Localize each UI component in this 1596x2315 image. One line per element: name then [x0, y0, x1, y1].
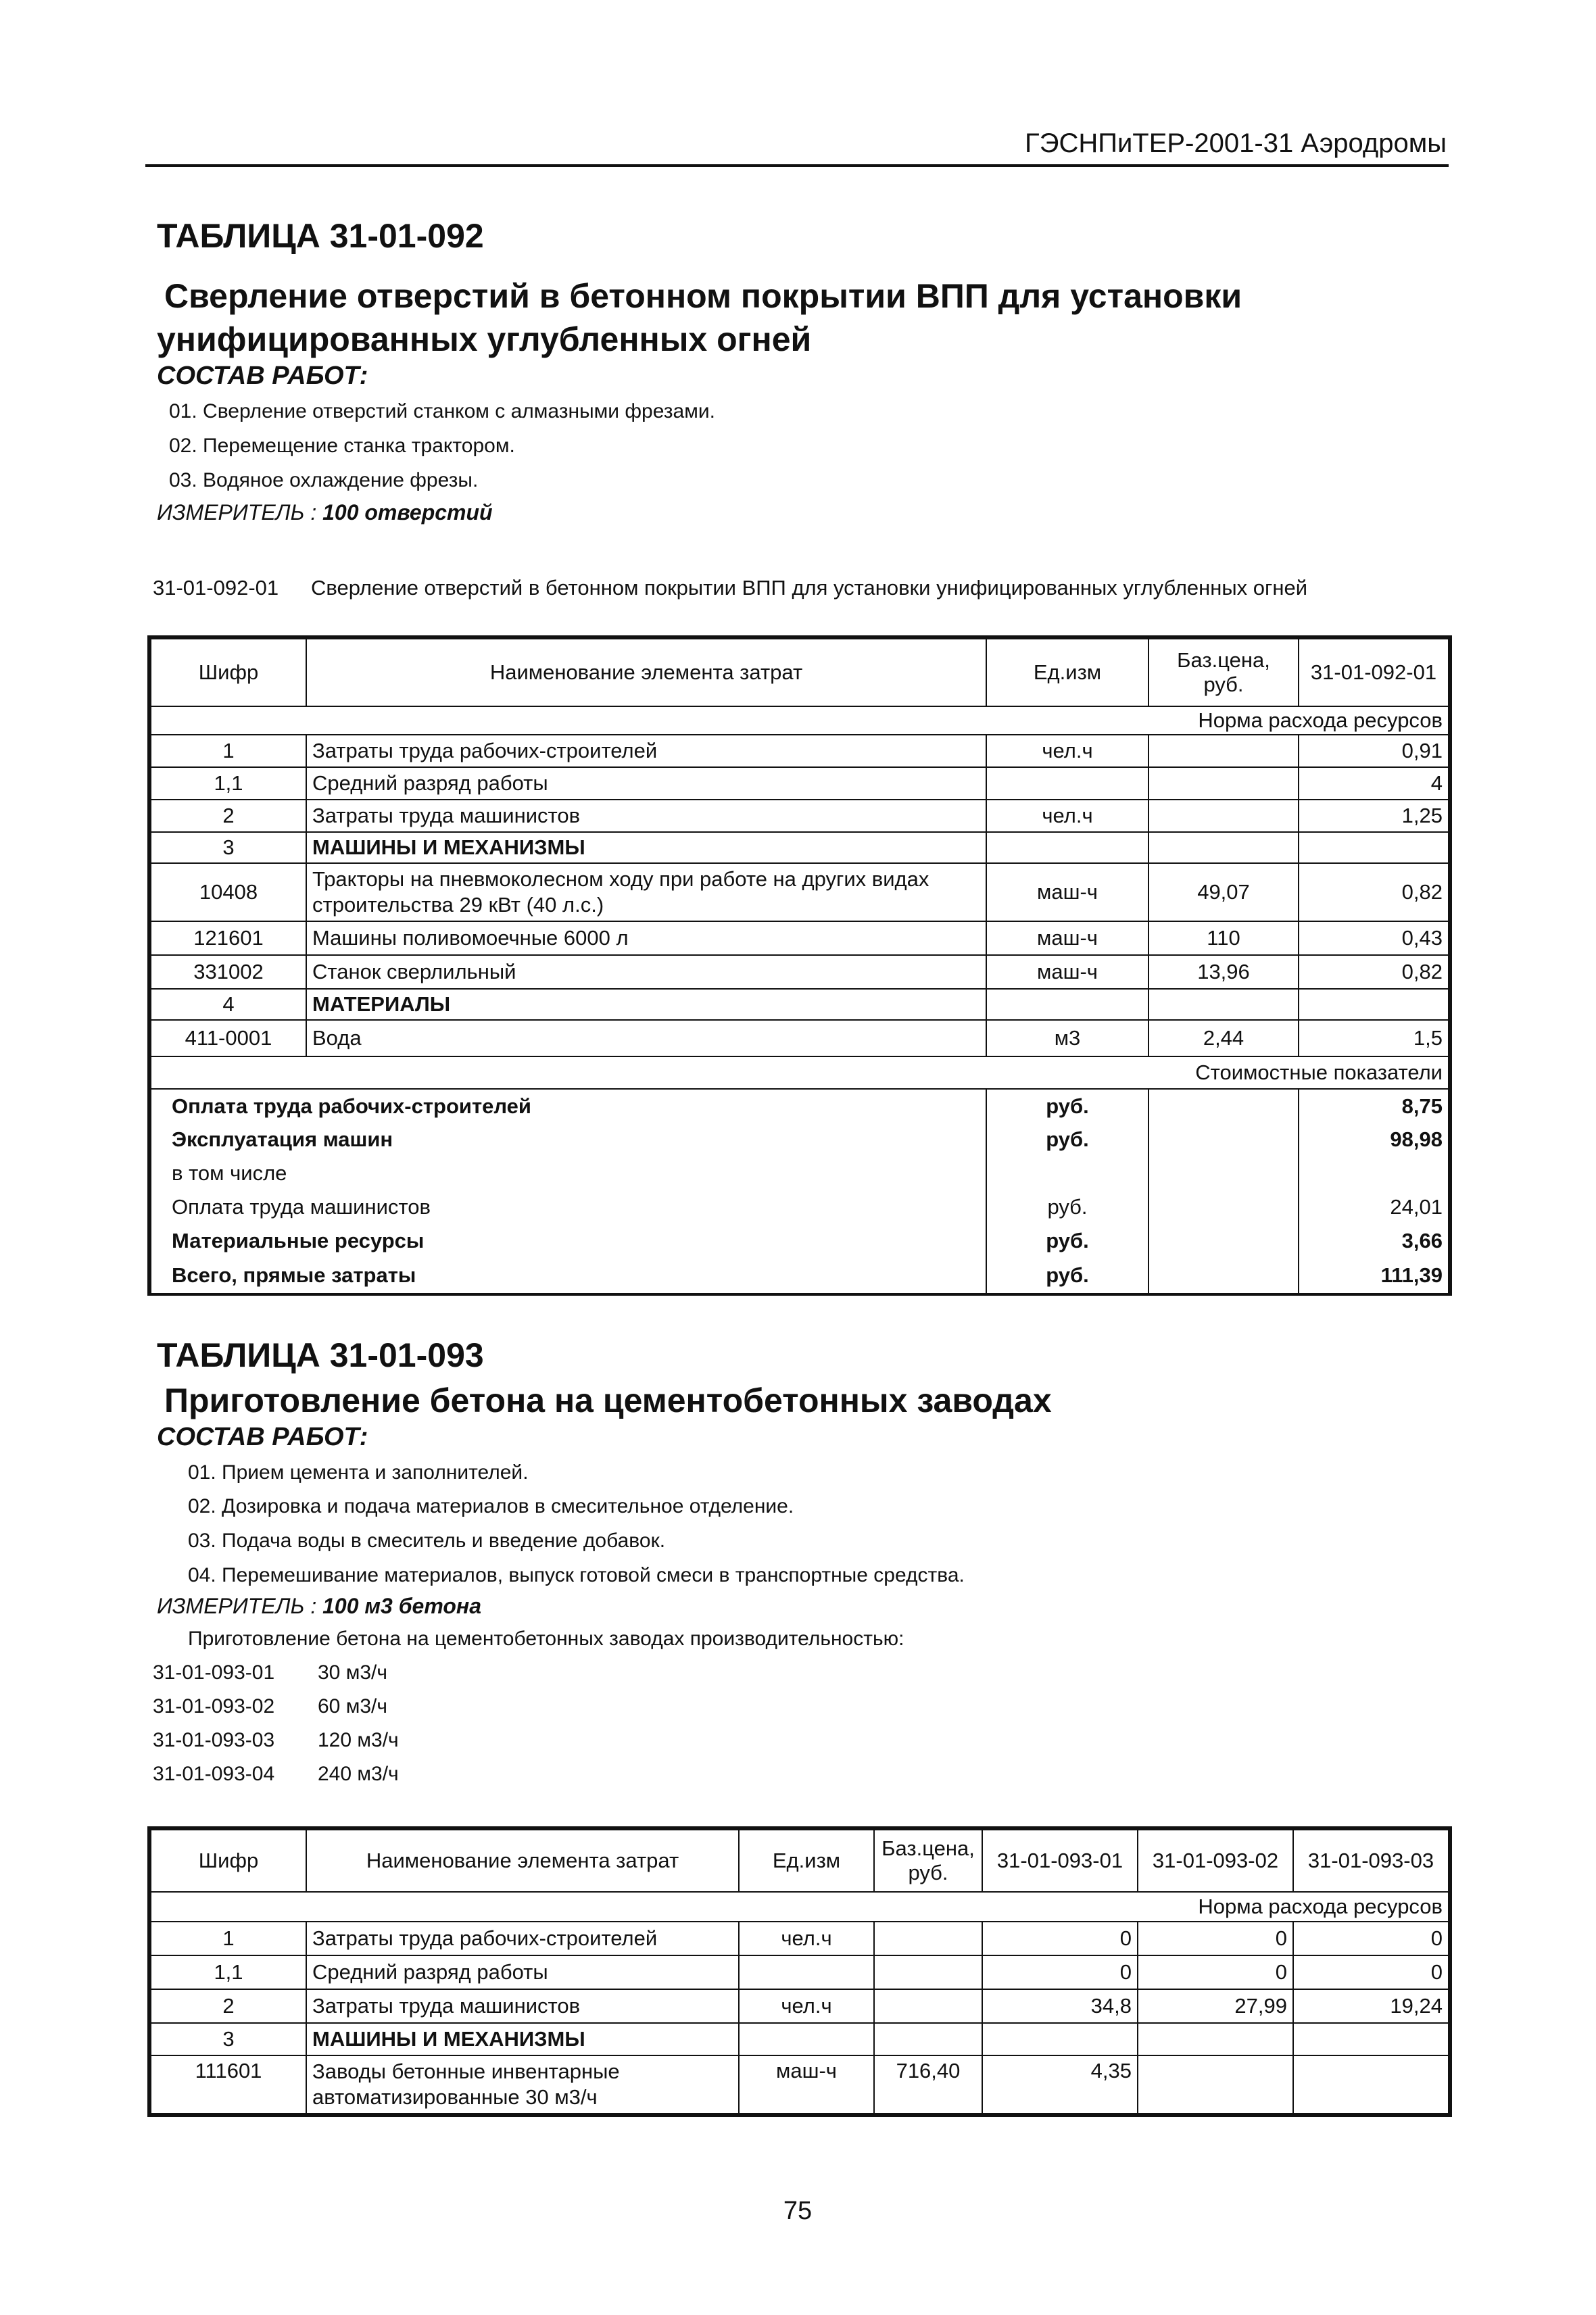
page-number: 75 [783, 2197, 813, 2225]
table-row: 1,1 Средний разряд работы 4 [151, 767, 1449, 800]
table-subtitle: Приготовление бетона на цементобетонных заводах [164, 1382, 1052, 1419]
table-row: 4 МАТЕРИАЛЫ [151, 989, 1449, 1020]
col-code-header: Шифр [151, 639, 306, 706]
cost-row: в том числе [151, 1156, 1449, 1190]
table-row: 10408 Тракторы на пневмоколесном ходу при работе на других видах строительства 29 кВт (40 л.с.) маш-ч 49,07 0,82 [151, 863, 1449, 921]
table-row: 121601 Машины поливомоечные 6000 л маш-ч 110 0,43 [151, 921, 1449, 955]
work-item: 02. Дозировка и подача материалов в смесительное отделение. [188, 1495, 794, 1517]
table-title: ТАБЛИЦА 31-01-093 [157, 1336, 484, 1374]
variant-value: 60 м3/ч [318, 1695, 387, 1717]
cost-row: Оплата труда машинистов руб. 24,01 [151, 1190, 1449, 1224]
variant-code: 31-01-093-01 [153, 1661, 275, 1684]
meter-value: 100 м3 бетона [322, 1594, 482, 1618]
meter-value: 100 отверстий [322, 500, 493, 525]
meter [157, 1594, 481, 1619]
table-header-row [151, 639, 1449, 706]
work-item: 03. Подача воды в смеситель и введение добавок. [188, 1530, 666, 1552]
col-name-header: Наименование элемента затрат [306, 1830, 739, 1892]
intro-text: Приготовление бетона на цементобетонных заводах производительностью: [188, 1628, 904, 1650]
table-subtitle-line2: унифицированных углубленных огней [157, 320, 812, 358]
table-row: 1 Затраты труда рабочих-строителей чел.ч 0 0 0 [151, 1922, 1449, 1955]
item-description: Сверление отверстий в бетонном покрытии ВПП для установки унифицированных углубленных огней [311, 576, 1308, 600]
resource-table-092 [150, 638, 1449, 1293]
norm-caption: Норма расхода ресурсов [151, 706, 1449, 735]
meter [157, 500, 493, 525]
work-item: 01. Прием цемента и заполнителей. [188, 1461, 529, 1484]
running-header: ГЭСНПиТЕР-2001-31 Аэродромы [1025, 128, 1447, 158]
table-row: 411-0001 Вода м3 2,44 1,5 [151, 1020, 1449, 1056]
norm-caption-row [151, 706, 1449, 735]
table-subtitle-line1: Сверление отверстий в бетонном покрытии ВПП для установки [164, 277, 1242, 315]
table-row: 3 МАШИНЫ И МЕХАНИЗМЫ [151, 832, 1449, 863]
table-row: 3 МАШИНЫ И МЕХАНИЗМЫ [151, 2023, 1449, 2055]
cost-row: Эксплуатация машин руб. 98,98 [151, 1123, 1449, 1156]
work-item: 01. Сверление отверстий станком с алмазными фрезами. [169, 400, 715, 422]
cost-row: Оплата труда рабочих-строителей руб. 8,75 [151, 1089, 1449, 1123]
variant-value: 30 м3/ч [318, 1661, 387, 1684]
col-price-header: Баз.цена, руб. [874, 1830, 982, 1892]
table-row: 2 Затраты труда машинистов чел.ч 34,8 27,99 19,24 [151, 1989, 1449, 2023]
variant-value: 240 м3/ч [318, 1763, 399, 1785]
meter-label: ИЗМЕРИТЕЛЬ : [157, 1594, 317, 1618]
table-row: 111601 Заводы бетонные инвентарные автоматизированные 30 м3/ч маш-ч 716,40 4,35 [151, 2055, 1449, 2114]
work-item: 03. Водяное охлаждение фрезы. [169, 469, 479, 491]
item-code: 31-01-092-01 [153, 576, 279, 600]
meter-label: ИЗМЕРИТЕЛЬ : [157, 500, 317, 525]
cost-caption: Стоимостные показатели [151, 1056, 1449, 1089]
table-row: 2 Затраты труда машинистов чел.ч 1,25 [151, 800, 1449, 832]
work-item: 02. Перемещение станка трактором. [169, 435, 515, 457]
cost-row-total: Всего, прямые затраты руб. 111,39 [151, 1258, 1449, 1293]
cost-row: Материальные ресурсы руб. 3,66 [151, 1224, 1449, 1258]
norm-caption: Норма расхода ресурсов [151, 1892, 1449, 1922]
col-value-header: 31-01-093-01 [982, 1830, 1138, 1892]
col-name-header: Наименование элемента затрат [306, 639, 986, 706]
table-row: 1,1 Средний разряд работы 0 0 0 [151, 1955, 1449, 1989]
table-header-row [151, 1830, 1449, 1892]
table-title: ТАБЛИЦА 31-01-092 [157, 217, 484, 255]
col-value-header: 31-01-093-03 [1293, 1830, 1449, 1892]
col-code-header: Шифр [151, 1830, 306, 1892]
header-rule [145, 164, 1449, 167]
variant-code: 31-01-093-03 [153, 1729, 275, 1751]
variant-value: 120 м3/ч [318, 1729, 399, 1751]
variant-code: 31-01-093-04 [153, 1763, 275, 1785]
col-unit-header: Ед.изм [986, 639, 1148, 706]
col-price-header: Баз.цена, руб. [1148, 639, 1299, 706]
works-label: СОСТАВ РАБОТ: [157, 1423, 368, 1451]
col-unit-header: Ед.изм [739, 1830, 874, 1892]
table-row: 331002 Станок сверлильный маш-ч 13,96 0,82 [151, 955, 1449, 989]
col-value-header: 31-01-093-02 [1138, 1830, 1293, 1892]
works-label: СОСТАВ РАБОТ: [157, 362, 368, 390]
resource-table-093 [150, 1829, 1449, 2114]
col-value-header: 31-01-092-01 [1299, 639, 1449, 706]
work-item: 04. Перемешивание материалов, выпуск готовой смеси в транспортные средства. [188, 1564, 965, 1586]
table-row: 1 Затраты труда рабочих-строителей чел.ч 0,91 [151, 735, 1449, 767]
norm-caption-row [151, 1892, 1449, 1922]
variant-code: 31-01-093-02 [153, 1695, 275, 1717]
cost-caption-row [151, 1056, 1449, 1089]
